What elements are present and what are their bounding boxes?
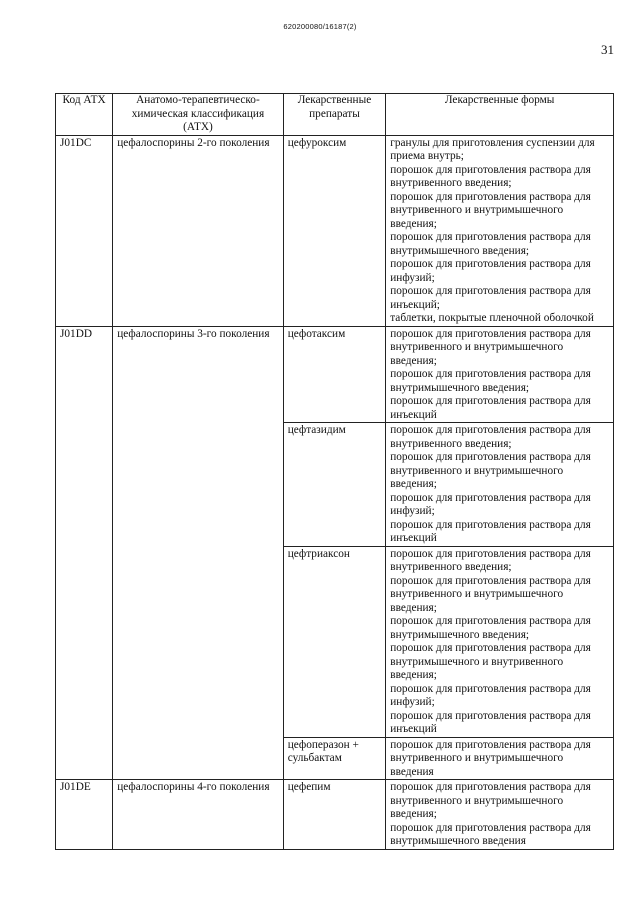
dosage-form-item: порошок для приготовления раствора для внутривенного введения; [390, 547, 591, 573]
dosage-form-item: порошок для приготовления раствора для внутривенного введения; [390, 163, 591, 189]
page-number: 31 [601, 42, 614, 57]
drug-name-cell: цефепим [283, 780, 386, 850]
dosage-form-item: порошок для приготовления раствора для внутривенного и внутримышечного введения; [390, 190, 591, 230]
dosage-forms-cell [386, 135, 614, 326]
classification-cell: цефалоспорины 2-го поколения [113, 135, 284, 326]
dosage-form-item: порошок для приготовления раствора для внутримышечного введения; [390, 231, 591, 257]
dosage-form-item: порошок для приготовления раствора для внутримышечного и внутривенного введения; [390, 642, 591, 681]
dosage-forms-cell [386, 737, 614, 780]
column-header-code: Код АТХ [56, 94, 113, 136]
dosage-form-item: порошок для приготовления раствора для инъекций [390, 709, 591, 735]
column-header-classification: Анатомо-терапевтическо-химическая классификация (АТХ) [113, 94, 284, 136]
drug-name-cell: цефоперазон + сульбактам [283, 737, 386, 780]
column-header-drugs: Лекарственные препараты [283, 94, 386, 136]
header-row [56, 94, 614, 136]
dosage-form-item: порошок для приготовления раствора для внутривенного и внутримышечного введения; [390, 781, 591, 820]
dosage-forms-cell [386, 546, 614, 737]
dosage-form-item: порошок для приготовления раствора для внутривенного и внутримышечного введения; [390, 574, 591, 614]
dosage-forms-cell [386, 423, 614, 547]
atc-code-cell: J01DD [56, 326, 113, 780]
drug-name-cell: цефотаксим [283, 326, 386, 423]
atc-code-cell: J01DE [56, 780, 113, 850]
classification-cell: цефалоспорины 3-го поколения [113, 326, 284, 780]
dosage-form-item: порошок для приготовления раствора для внутривенного и внутримышечного введения [390, 738, 591, 778]
table-header [56, 94, 614, 136]
column-header-forms: Лекарственные формы [386, 94, 614, 136]
dosage-form-item: гранулы для приготовления суспензии для приема внутрь; [390, 136, 595, 162]
dosage-form-item: таблетки, покрытые пленочной оболочкой [390, 312, 594, 324]
drug-name-cell: цефуроксим [283, 135, 386, 326]
drug-name-cell: цефтриаксон [283, 546, 386, 737]
table-row [56, 326, 614, 423]
dosage-form-item: порошок для приготовления раствора для внутримышечного введения; [390, 615, 591, 641]
dosage-forms-cell [386, 326, 614, 423]
dosage-form-item: порошок для приготовления раствора для инфузий; [390, 682, 591, 708]
atc-table [55, 93, 614, 850]
drug-name-cell: цефтазидим [283, 423, 386, 547]
dosage-form-item: порошок для приготовления раствора для инфузий; [390, 258, 591, 284]
document-id: 620200080/16187(2) [283, 22, 357, 31]
dosage-form-item: порошок для приготовления раствора для инъекций; [390, 285, 591, 311]
dosage-form-item: порошок для приготовления раствора для внутримышечного введения; [390, 368, 591, 394]
dosage-form-item: порошок для приготовления раствора для внутримышечного введения [390, 821, 591, 847]
table-body [56, 135, 614, 849]
table-row [56, 135, 614, 326]
dosage-form-item: порошок для приготовления раствора для внутривенного и внутримышечного введения; [390, 451, 591, 490]
dosage-form-item: порошок для приготовления раствора для внутривенного и внутримышечного введения; [390, 327, 591, 367]
dosage-form-item: порошок для приготовления раствора для инъекций [390, 395, 591, 421]
dosage-form-item: порошок для приготовления раствора для инъекций [390, 518, 591, 544]
atc-code-cell: J01DC [56, 135, 113, 326]
dosage-form-item: порошок для приготовления раствора для внутривенного введения; [390, 424, 591, 450]
dosage-form-item: порошок для приготовления раствора для инфузий; [390, 491, 591, 517]
classification-cell: цефалоспорины 4-го поколения [113, 780, 284, 850]
table-row [56, 780, 614, 850]
dosage-forms-cell [386, 780, 614, 850]
